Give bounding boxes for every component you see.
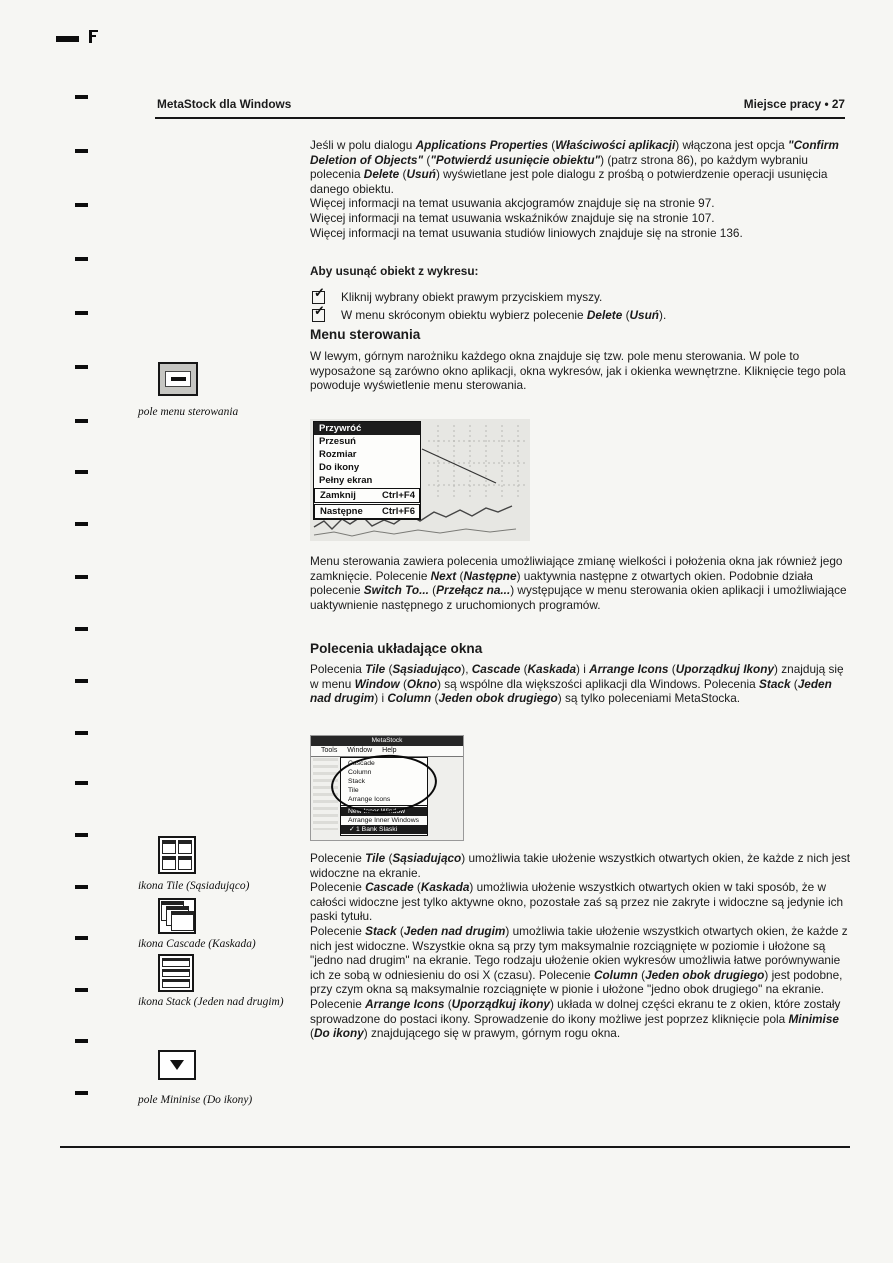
scan-mark <box>56 36 79 42</box>
body-paragraph-stack: Polecenie Stack (Jeden nad drugim) umożliwia takie ułożenie wszystkich otwartych okien, że każde z nich jest widoczne. Wszystkie okna są przy tym maksymalnie rozciągnięte w poziomie i ułożone są "jedno nad drugim" na ekranie. Tego rodzaju ułożenie okien wykresów umożliwia łatwe porównywanie ich ze sobą w odniesieniu do osi X (czasu). Polecenie Column (Jeden obok drugiego) jest podobne, przy czym okna są maksymalnie rozciągnięte w pionie i ułożone "jedno obok drugiego" na ekranie. <box>310 923 848 997</box>
menu-item-move: Przesuń <box>319 436 356 447</box>
scan-mark <box>75 203 88 207</box>
menu-item-restore: Przywróć <box>314 422 420 435</box>
scan-mark <box>75 781 88 785</box>
checked-checkbox-icon <box>312 303 325 322</box>
scan-mark <box>75 1039 88 1043</box>
header-page-number: Miejsce pracy • 27 <box>743 97 845 111</box>
menu-item-label: Następne <box>320 506 363 517</box>
body-paragraph-cascade: Polecenie Cascade (Kaskada) umożliwia ułożenie wszystkich otwartych okien w taki sposób, że w całości widoczne jest tylko aktywne okno, pozostałe zaś są przez nie zakryte i widoczne są jedynie ich paski tytułu. <box>310 880 844 924</box>
scan-mark <box>75 365 88 369</box>
menu-item-new-inner-window: New Inner Window <box>341 807 427 816</box>
menu-item-shortcut: Ctrl+F6 <box>382 506 415 517</box>
control-menu-box-icon <box>158 362 198 396</box>
control-menu <box>313 421 421 520</box>
tile-pane <box>178 856 192 870</box>
scan-mark <box>75 885 88 889</box>
more-info-line: Więcej informacji na temat usuwania studiów liniowych znajduje się na stronie 136. <box>310 225 743 240</box>
scan-mark <box>75 627 88 631</box>
margin-caption-stack: ikona Stack (Jeden nad drugim) <box>138 996 284 1008</box>
scan-artifact <box>89 30 100 43</box>
check-mark: ✓ <box>314 303 325 318</box>
scan-mark <box>75 149 88 153</box>
menu-item-size: Rozmiar <box>319 449 357 460</box>
menu-item-label: Zamknij <box>320 490 356 501</box>
stack-window <box>162 969 190 978</box>
control-menu-description: Menu sterowania zawiera polecenia umożliwiające zmianę wielkości i położenia okna jak również jego zamknięcie. Polecenie Next (Następne) uaktywnia następne z otwartych okien. Podobnie działa polecenie Switch To... (Przełącz na...) występujące w menu sterowania okien aplikacji i umożliwiające uaktywnienie następnego z uruchomionych programów. <box>310 554 847 612</box>
cascade-windows-icon <box>158 898 196 934</box>
intro-block <box>310 138 850 240</box>
tile-pane <box>162 856 176 870</box>
menu-item-tile: Tile <box>348 787 359 794</box>
stack-window <box>162 979 190 988</box>
menu-item-maximize: Pełny ekran <box>319 475 373 486</box>
control-menu-screenshot <box>310 419 530 541</box>
checklist-item <box>312 303 852 323</box>
scan-mark <box>75 95 88 99</box>
tile-pane <box>178 840 192 854</box>
margin-caption-cascade: ikona Cascade (Kaskada) <box>138 938 256 950</box>
scan-mark <box>75 470 88 474</box>
margin-caption-control-menu: pole menu sterowania <box>138 406 239 418</box>
check-mark: ✓ <box>314 285 325 300</box>
control-menu-paragraph: W lewym, górnym narożniku każdego okna znajduje się tzw. pole menu sterowania. W pole to wyposażone są zarówno okno aplikacji, okna wykresów, jak i okienka wewnętrzne. Kliknięcie tego pola powoduje wyświetlenie menu sterowania. <box>310 349 846 393</box>
body-paragraph-tile: Polecenie Tile (Sąsiadująco) umożliwia takie ułożenie wszystkich otwartych okien, że każde z nich jest widoczne na ekranie. <box>310 851 851 880</box>
scan-mark <box>75 522 88 526</box>
stack-windows-icon <box>158 954 194 992</box>
tile-pane <box>162 840 176 854</box>
margin-caption-minimize: pole Mininise (Do ikony) <box>138 1094 253 1106</box>
scan-mark <box>75 257 88 261</box>
section-heading-control-menu: Menu sterowania <box>310 327 421 342</box>
tile-windows-icon <box>158 836 196 874</box>
menu-item-close <box>314 488 420 503</box>
more-info-line: Więcej informacji na temat usuwania wskaźników znajduje się na stronie 107. <box>310 210 715 225</box>
margin-caption-tile: ikona Tile (Sąsiadująco) <box>138 880 250 892</box>
menu-item-next <box>314 504 420 519</box>
menu-item-arrange-icons: Arrange Icons <box>348 796 391 803</box>
menu-item-shortcut: Ctrl+F4 <box>382 490 415 501</box>
window-menu-screenshot <box>310 735 464 841</box>
steps-heading: Aby usunąć obiekt z wykresu: <box>310 264 479 278</box>
menu-item-arrange-inner-windows: Arrange Inner Windows <box>348 817 420 824</box>
scan-mark <box>75 731 88 735</box>
control-menu-dash-icon <box>171 377 186 381</box>
scan-mark <box>75 679 88 683</box>
check-mark: ✓ <box>349 826 355 833</box>
menu-item-minimize: Do ikony <box>319 462 360 473</box>
more-info-line: Więcej informacji na temat usuwania akcjogramów znajduje się na stronie 97. <box>310 196 715 211</box>
checklist-item <box>312 285 852 305</box>
body-paragraph-arrange: Polecenie Arrange Icons (Uporządkuj ikony) układa w dolnej części ekranu te z okien, które zostały sprowadzone do postaci ikony. Sprowadzenie do ikony możliwe jest poprzez kliknięcie pola Minimise (Do ikony) znajdującego się w prawym, górnym rogu okna. <box>310 996 841 1041</box>
control-menu-inner <box>165 371 191 387</box>
scan-mark <box>75 1091 88 1095</box>
section-heading-arrange: Polecenia układające okna <box>310 641 483 656</box>
arrange-paragraph: Polecenia Tile (Sąsiadująco), Cascade (Kaskada) i Arrange Icons (Uporządkuj Ikony) znajdują się w menu Window (Okno) są wspólne dla większości aplikacji dla Windows. Polecenia Stack (Jeden nad drugim) i Column (Jeden obok drugiego) są tylko poleceniami MetaStocka. <box>310 662 844 706</box>
scan-mark <box>75 575 88 579</box>
menu-tools: Tools <box>321 747 338 754</box>
checklist-item-text: W menu skróconym obiektu wybierz polecenie Delete (Usuń). <box>341 308 667 322</box>
scan-mark <box>75 936 88 940</box>
menu-item-column: Column <box>348 769 372 776</box>
minimize-button-icon <box>158 1050 196 1080</box>
window-name: 1 Bank Slaski <box>356 826 398 833</box>
stack-window <box>162 958 190 967</box>
scan-mark <box>75 419 88 423</box>
header-left: MetaStock dla Windows <box>157 97 292 111</box>
menu-help: Help <box>382 747 397 754</box>
scan-mark <box>75 833 88 837</box>
app-title-bar: MetaStock <box>311 736 463 746</box>
intro-paragraph: Jeśli w polu dialogu Applications Properties (Właściwości aplikacji) włączona jest opcja "Confirm Deletion of Objects" ("Potwierdź usunięcie obiektu") (patrz strona 86), po każdym wybraniu polecenia Delete (Usuń) wyświetlane jest pole dialogu z prośbą o potwierdzenie operacji usunięcia danego obiektu. <box>310 138 839 196</box>
cascade-window <box>171 911 194 931</box>
menu-item-stack: Stack <box>348 778 365 785</box>
checklist-item-text: Kliknij wybrany obiekt prawym przyciskiem myszy. <box>341 290 603 304</box>
header-rule <box>155 117 845 119</box>
down-triangle-icon <box>170 1060 184 1070</box>
arrange-body-block <box>310 851 853 1041</box>
menu-window: Window <box>347 747 373 754</box>
scan-mark <box>75 311 88 315</box>
menu-item-window-1 <box>341 825 427 834</box>
menu-item-cascade: Cascade <box>348 760 375 767</box>
footer-rule <box>60 1146 850 1148</box>
scan-mark <box>75 988 88 992</box>
